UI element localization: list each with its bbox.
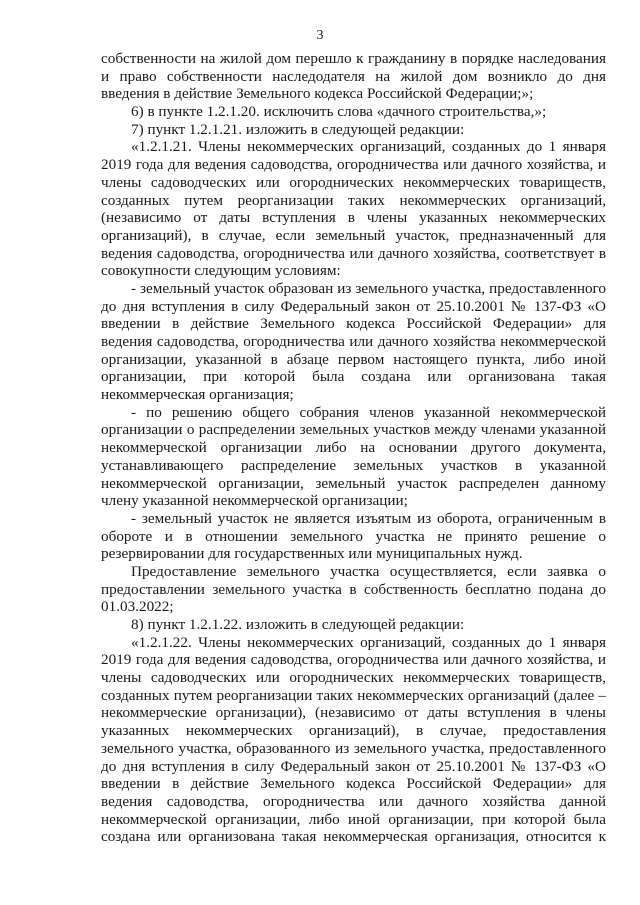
text-line: ведения садоводства, огородничества или дачного хозяйства некоммерческой [101, 333, 606, 350]
text-line: созданных путем реорганизации таких некоммерческих организаций (далее – [101, 686, 606, 704]
text-line: организаций), в случае, если земельный участок, предназначенный для [101, 226, 606, 244]
text-line: «1.2.1.22. Члены некоммерческих организаций, созданных до 1 января [131, 633, 606, 651]
text-line: 01.03.2022; [101, 598, 174, 616]
text-line: устанавливающего распределение земельных участков в указанной [101, 456, 606, 474]
text-line: созданных путем реорганизации таких некоммерческих организаций, [101, 191, 606, 209]
text-line: земельного участка, образованного из земельного участка, предоставленного [101, 739, 606, 757]
text-line: обороте и в отношении земельного участка не принято решение о [101, 527, 606, 545]
text-line: некоммерческой организации, либо иной организации, при которой была [101, 810, 606, 828]
text-line: 2019 года для ведения садоводства, огородничества или дачного хозяйства, и [101, 651, 606, 669]
text-line: члены садоводческих или огороднических некоммерческих товариществ, [101, 173, 606, 191]
text-line: до дня вступления в силу Федеральный закон от 25.10.2001 № 137-ФЗ «О [101, 757, 606, 775]
text-line: организации, указанной в абзаце первом настоящего пункта, либо иной [101, 350, 606, 368]
text-line: 7) пункт 1.2.1.21. изложить в следующей редакции: [131, 120, 465, 138]
text-line: введении в действие Земельного кодекса Российской Федерации» для [101, 775, 606, 793]
text-line: некоммерческой организации либо на основании другого документа, [101, 439, 606, 457]
text-line: совокупности следующим условиям: [101, 262, 341, 280]
text-line: члены садоводческих или огороднических некоммерческих товариществ, [101, 669, 606, 687]
text-line: предоставлении земельного участка в собственность бесплатно подана до [101, 580, 606, 598]
text-line: «1.2.1.21. Члены некоммерческих организаций, созданных до 1 января [131, 138, 606, 156]
text-line: ведения садоводства, огородничества или дачного хозяйства, соответствует в [101, 244, 606, 262]
text-line: 8) пункт 1.2.1.22. изложить в следующей редакции: [131, 616, 465, 633]
text-line: собственности на жилой дом перешло к гражданину в порядке наследования [101, 50, 606, 67]
text-line: некоммерческие организации), (независимо от даты вступления в члены [101, 704, 606, 722]
text-line: резервировании для государственных или муниципальных нужд. [101, 545, 523, 563]
text-line: указанных некоммерческих организаций), в случае, предоставления [101, 722, 606, 740]
text-line: и право собственности наследодателя на жилой дом возникло до дня [101, 67, 606, 85]
text-line: ведения садоводства, огородничества или дачного хозяйства данной [101, 792, 606, 810]
text-line: организации, при которой была создана или организована такая [101, 368, 606, 386]
document-body [101, 50, 606, 846]
text-line: - по решению общего собрания членов указанной некоммерческой [131, 403, 606, 421]
text-line: - земельный участок не является изъятым из оборота, ограниченным в [131, 509, 606, 527]
text-line: некоммерческой организации, земельный участок распределен данному [101, 474, 606, 492]
text-line: - земельный участок образован из земельного участка, предоставленного [131, 279, 606, 297]
text-line: создана или организована такая некоммерческая организация, относится к [101, 828, 606, 846]
text-line: некоммерческая организация; [101, 386, 294, 404]
text-line: организации о распределении земельных участков между членами указанной [101, 421, 606, 439]
text-line: 2019 года для ведения садоводства, огородничества или дачного хозяйства, и [101, 156, 606, 174]
text-line: введения в действие Земельного кодекса Российской Федерации;»; [101, 85, 534, 103]
text-line: 6) в пункте 1.2.1.20. исключить слова «дачного строительства,»; [131, 103, 547, 121]
text-line: Предоставление земельного участка осуществляется, если заявка о [131, 562, 606, 580]
text-line: члену указанной некоммерческой организации; [101, 492, 408, 510]
text-line: введении в действие Земельного кодекса Российской Федерации» для [101, 315, 606, 333]
text-line: до дня вступления в силу Федеральный закон от 25.10.2001 № 137-ФЗ «О [101, 297, 606, 315]
text-line: (независимо от даты вступления в члены указанных некоммерческих [101, 209, 606, 227]
page-number: 3 [316, 28, 324, 43]
